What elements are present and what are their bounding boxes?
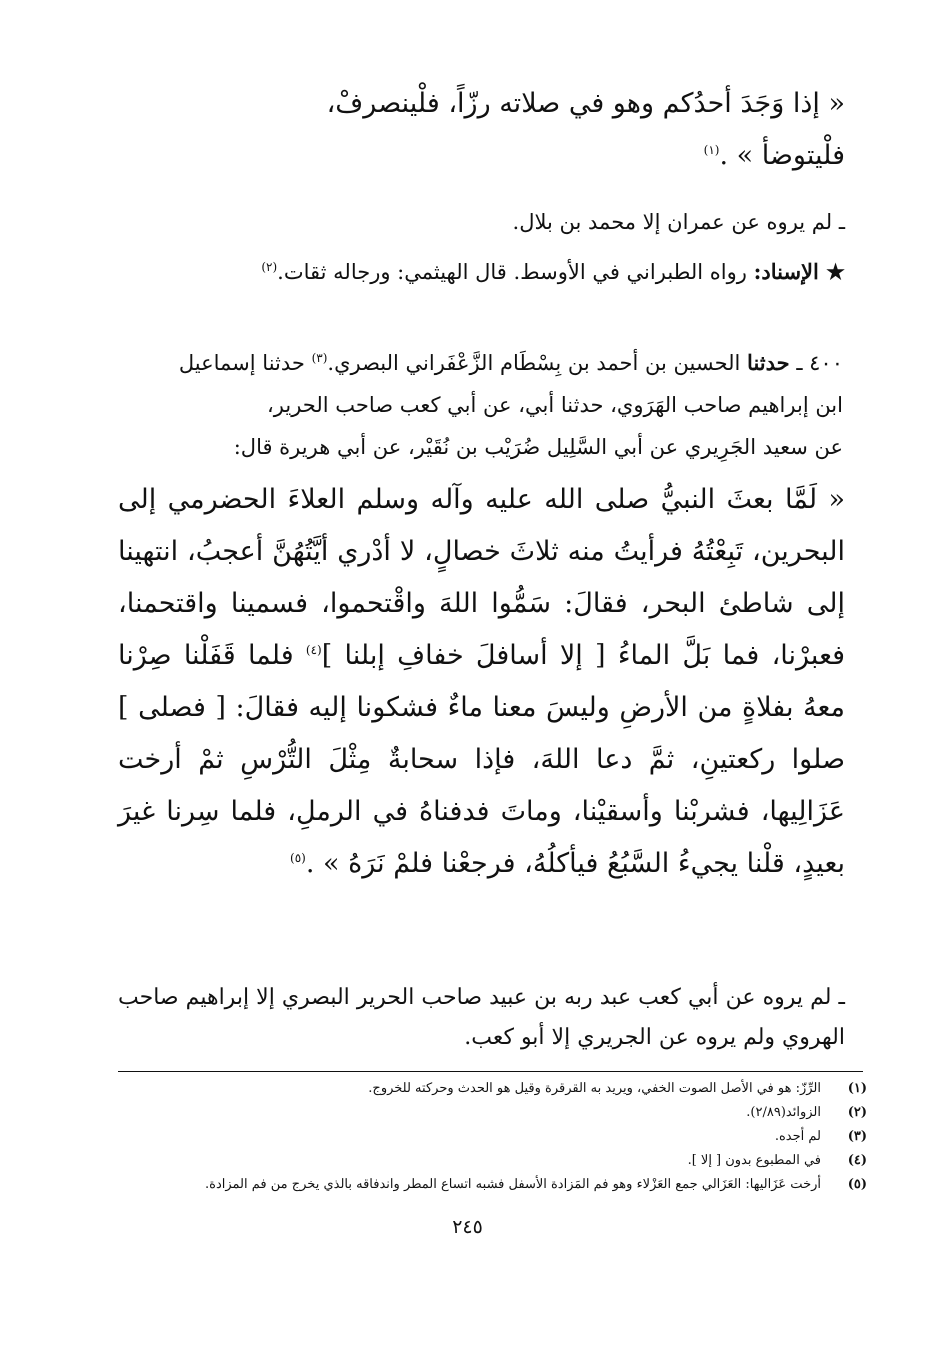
footnote-ref-2: (٢) <box>261 260 278 274</box>
footnotes <box>118 1077 867 1197</box>
hadith-399-line-2 <box>118 130 845 182</box>
hadith-400-chain-text-2: حدثنا إسماعيل <box>178 351 305 375</box>
hadith-400-chain-text-1: الحسين بن أحمد بن بِسْطَام الزَّعْفَراني البصري. <box>327 351 741 375</box>
footnote-ref-3: (٣) <box>311 351 328 365</box>
footnote-ref-4: (٤) <box>305 643 322 657</box>
footnote-text: الزوائد(٢/٨٩). <box>746 1105 821 1120</box>
hadith-400-chain-line-3: عن سعيد الجَرِيري عن أبي السَّلِيل ضُرَيْب بن نُقَيْر، عن أبي هريرة قال: <box>233 435 843 459</box>
footnote-separator <box>118 1071 863 1072</box>
footnote-5 <box>118 1173 867 1197</box>
hadith-400-text-part-2: فلما قَفَلْنا صِرْنا معهُ بفلاةٍ من الأرضِ وليسَ معنا ماءٌ فشكونا إليه فقالَ: [ فصلى ] صلوا ركعتينِ، ثمَّ دعا اللهَ، فإذا سحابةٌ مِثْلَ التُّرْسِ ثمْ أرخت عَزَالِيها، فشربْنا وأسقيْنا، وماتَ فدفناهُ في الرملِ، فلما سِرنا غيرَ بعيدٍ، قلْنا يجيءُ السَّبُعُ فيأكلُهُ، فرجعْنا فلمْ نَرَهُ » . <box>118 640 845 879</box>
hadith-399-note <box>118 202 845 242</box>
footnote-number: (١) <box>847 1081 867 1096</box>
hadith-399-line-2-text: فلْيتوضأ » . <box>719 140 845 171</box>
footnote-ref-1: (١) <box>703 143 720 157</box>
footnote-text: في المطبوع بدون [ إلا ]. <box>687 1153 821 1168</box>
hadith-number: ٤٠٠ ـ <box>796 351 843 375</box>
hadith-399-text <box>118 78 845 182</box>
hadith-399-note-text: ـ لم يروه عن عمران إلا محمد بن بلال. <box>512 210 845 234</box>
hadith-400-note-text: ـ لم يروه عن أبي كعب عبد ربه بن عبيد صاحب الحرير البصري إلا إبراهيم صاحب الهروي ولم يروه عن الجريري إلا أبو كعب. <box>118 985 845 1050</box>
footnote-3 <box>118 1125 867 1149</box>
isnad-text: رواه الطبراني في الأوسط. قال الهيثمي: ورجاله ثقات. <box>277 260 747 284</box>
footnote-text: لم أجده. <box>774 1129 821 1144</box>
footnote-number: (٣) <box>847 1129 867 1144</box>
page-number: ٢٤٥ <box>452 1216 483 1238</box>
hadith-400-chain-line-2: ابن إبراهيم صاحب الهَرَوي، حدثنا أبي، عن أبي كعب صاحب الحرير، <box>266 393 843 417</box>
hadith-399-isnad <box>118 252 845 292</box>
isnad-label: ★ الإسناد: <box>753 259 845 284</box>
footnote-2 <box>118 1101 867 1125</box>
footnote-text: الرِّزّ: هو في الأصل الصوت الخفي، ويريد به القرقرة وقيل هو الحدث وحركته للخروج. <box>368 1081 821 1096</box>
footnote-4 <box>118 1149 867 1173</box>
footnote-number: (٥) <box>847 1177 867 1192</box>
hadith-400-chain <box>118 342 843 468</box>
footnote-ref-5: (٥) <box>290 851 306 865</box>
footnote-number: (٢) <box>847 1105 867 1120</box>
hadith-400-note <box>118 978 845 1058</box>
footnote-text: أرخت عَزَاليها: العَزَالي جمع العَزْلاء وهو فم المَزادة الأسفل فشبه اتساع المطر واندفاقه بالذي يخرج من فم المزادة. <box>205 1177 821 1192</box>
hadith-400-chain-line-1 <box>118 342 843 384</box>
footnote-number: (٤) <box>847 1153 867 1168</box>
hadith-400-text <box>118 474 845 890</box>
hadith-400-text-part-1: « لَمَّا بعثَ النبيُّ صلى الله عليه وآله وسلم العلاءَ الحضرمي إلى البحرين، تَبِعْتُهُ فرأيتُ منه ثلاثَ خصالٍ، لا أدْري أيَّتُهُنَّ أعجبُ، انتهينا إلى شاطئ البحر، فقالَ: سَمُّوا اللهَ واقْتحموا، فسمينا واقتحمنا، فعبرْنا، فما بَلَّ الماءُ [ إلا أسافلَ خفافِ إبلنا ] <box>118 484 845 671</box>
footnote-1 <box>118 1077 867 1101</box>
hadith-399-line-1: « إذا وَجَدَ أحدُكم وهو في صلاته رزّاً، فلْينصرفْ، <box>326 88 845 119</box>
haddathana-word: حدثنا <box>747 350 790 375</box>
